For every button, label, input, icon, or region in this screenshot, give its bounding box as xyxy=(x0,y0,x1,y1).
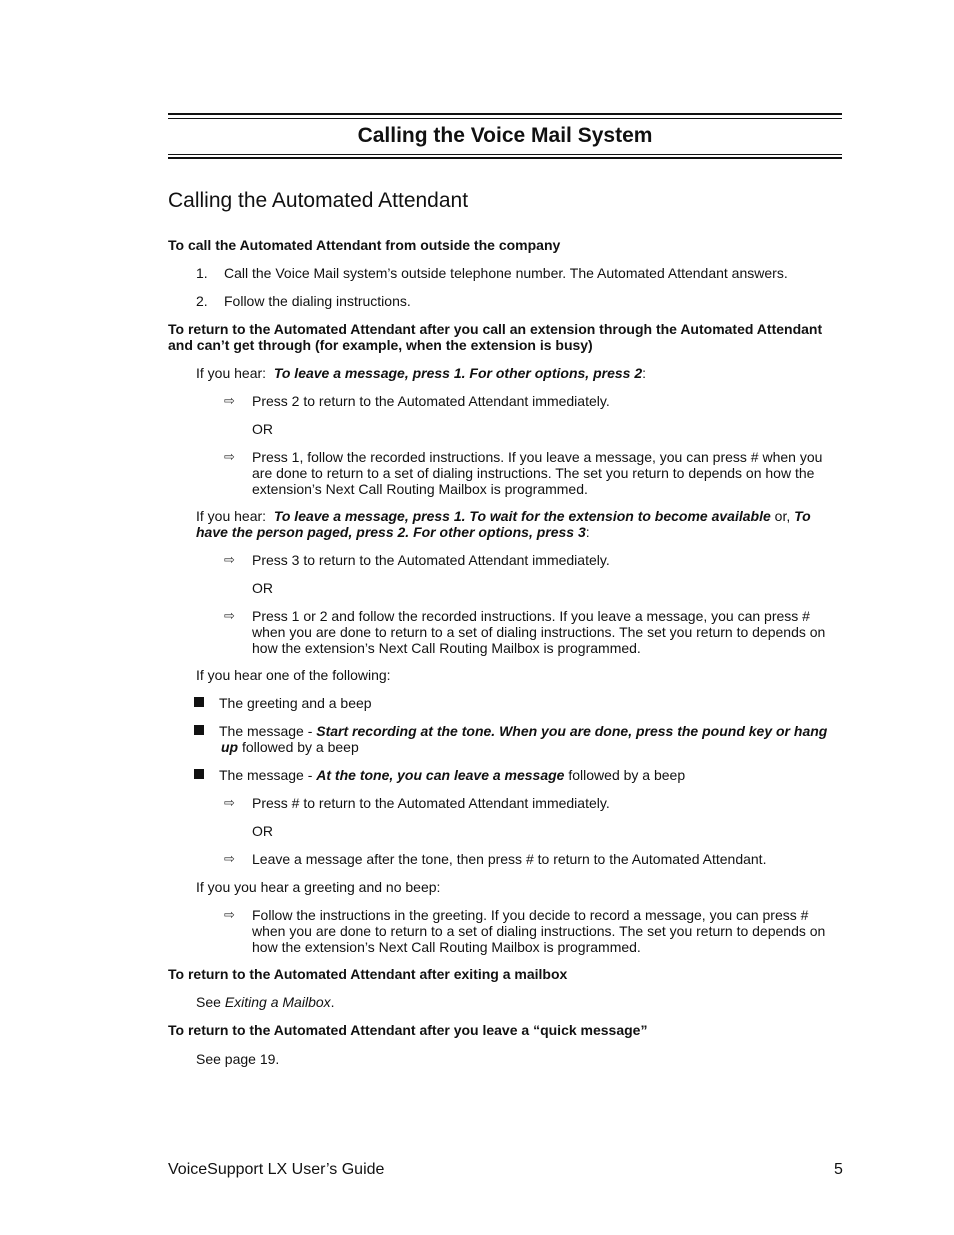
section-title: Calling the Automated Attendant xyxy=(168,189,469,212)
message-label: The message - xyxy=(219,723,317,739)
or-text: OR xyxy=(252,421,273,437)
proc2-heading-line1: To return to the Automated Attendant after you call an extension through the Automated Attendant xyxy=(168,321,823,337)
if-you-hear-label: If you hear: xyxy=(196,508,267,524)
footer-title: VoiceSupport LX User’s Guide xyxy=(168,1161,385,1178)
chapter-rule-bottom-thin xyxy=(168,154,842,155)
period: . xyxy=(330,994,335,1010)
arrow-icon: ⇨ xyxy=(224,795,235,810)
option-text-line3: how the extension’s Next Call Routing Mailbox is programmed. xyxy=(252,640,641,656)
chapter-title: Calling the Voice Mail System xyxy=(357,124,653,147)
step-number: 2. xyxy=(196,293,208,309)
bullet-text xyxy=(219,767,685,783)
colon: : xyxy=(585,524,590,540)
message-label: The message - xyxy=(219,767,317,783)
proc4-heading: To return to the Automated Attendant after you leave a “quick message” xyxy=(168,1022,648,1038)
message-suffix: followed by a beep xyxy=(564,767,686,783)
case3-lead: If you hear one of the following: xyxy=(196,667,391,683)
proc3-see xyxy=(196,994,335,1010)
arrow-icon: ⇨ xyxy=(224,907,235,922)
prompt-text: To leave a message, press 1. For other options, press 2 xyxy=(273,365,643,381)
chapter-rule-top-thin xyxy=(168,118,842,119)
prompt-text: To leave a message, press 1. To wait for the extension to become available xyxy=(273,508,771,524)
case1-lead xyxy=(196,365,646,381)
step-number: 1. xyxy=(196,265,208,281)
arrow-icon: ⇨ xyxy=(224,393,235,408)
arrow-icon: ⇨ xyxy=(224,851,235,866)
proc3-heading: To return to the Automated Attendant after exiting a mailbox xyxy=(168,966,568,982)
case2-lead-line1 xyxy=(196,508,811,524)
option-text-line2: are done to return to a set of dialing instructions. The set you return to depends on how the xyxy=(252,465,815,481)
option-text-line2: when you are done to return to a set of dialing instructions. The set you return to depends on xyxy=(252,923,826,939)
bullet-square xyxy=(194,769,204,779)
message-text: At the tone, you can leave a message xyxy=(316,767,565,783)
arrow-icon: ⇨ xyxy=(224,608,235,623)
option-text: Leave a message after the tone, then press # to return to the Automated Attendant. xyxy=(252,851,767,867)
or-text: OR xyxy=(252,580,273,596)
chapter-rule-bottom-thick xyxy=(168,157,842,159)
step-text: Follow the dialing instructions. xyxy=(224,293,411,309)
arrow-icon: ⇨ xyxy=(224,449,235,464)
option-text-line1: Press 1, follow the recorded instructions. If you leave a message, you can press # when you xyxy=(252,449,823,465)
bullet-text-line2 xyxy=(221,739,359,755)
option-text-line3: extension’s Next Call Routing Mailbox is programmed. xyxy=(252,481,588,497)
option-text-line2: when you are done to return to a set of dialing instructions. The set you return to depends on xyxy=(252,624,826,640)
chapter-rule-top-thick xyxy=(168,113,842,115)
message-suffix: followed by a beep xyxy=(238,739,359,755)
page-number: 5 xyxy=(834,1161,843,1178)
prompt-text: To xyxy=(794,508,811,524)
bullet-square xyxy=(194,725,204,735)
option-text: Press 3 to return to the Automated Attendant immediately. xyxy=(252,552,610,568)
if-you-hear-label: If you hear: xyxy=(196,365,267,381)
case2-lead-line2 xyxy=(196,524,590,540)
bullet-text: The greeting and a beep xyxy=(219,695,372,711)
step-text: Call the Voice Mail system’s outside telephone number. The Automated Attendant answers. xyxy=(224,265,788,281)
or-text: OR xyxy=(252,823,273,839)
bullet-text-line1 xyxy=(219,723,827,739)
or-word: or, xyxy=(770,508,795,524)
option-text: Press # to return to the Automated Attendant immediately. xyxy=(252,795,610,811)
option-text-line3: how the extension’s Next Call Routing Mailbox is programmed. xyxy=(252,939,641,955)
bullet-square xyxy=(194,697,204,707)
option-text: Press 2 to return to the Automated Attendant immediately. xyxy=(252,393,610,409)
option-text-line1: Follow the instructions in the greeting. If you decide to record a message, you can press # xyxy=(252,907,809,923)
proc1-heading: To call the Automated Attendant from outside the company xyxy=(168,237,561,253)
arrow-icon: ⇨ xyxy=(224,552,235,567)
option-text-line1: Press 1 or 2 and follow the recorded instructions. If you leave a message, you can press # xyxy=(252,608,810,624)
message-text: Start recording at the tone. When you are done, press the pound key or hang xyxy=(316,723,828,739)
case4-lead: If you you hear a greeting and no beep: xyxy=(196,879,441,895)
prompt-text: have the person paged, press 2. For other options, press 3 xyxy=(196,524,586,540)
proc2-heading-line2: and can’t get through (for example, when the extension is busy) xyxy=(168,337,593,353)
see-label: See xyxy=(196,994,225,1010)
proc4-see: See page 19. xyxy=(196,1051,280,1067)
message-text: up xyxy=(221,739,239,755)
cross-reference: Exiting a Mailbox xyxy=(224,994,331,1010)
colon: : xyxy=(642,365,647,381)
